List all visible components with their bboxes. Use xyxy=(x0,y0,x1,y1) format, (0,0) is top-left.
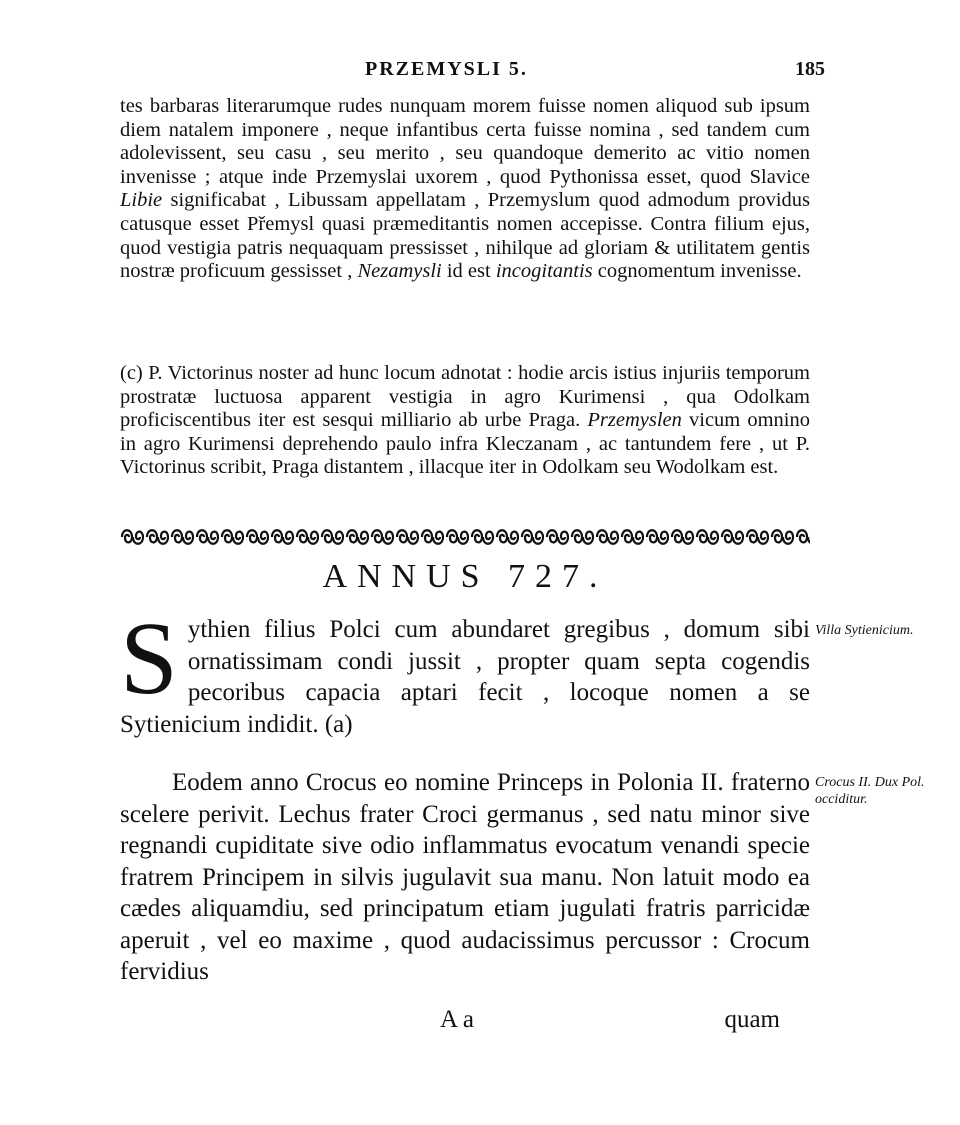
margin-note-villa: Villa Sytienicium. xyxy=(815,623,914,638)
ornament-motif xyxy=(747,530,768,544)
ornament-motif xyxy=(222,530,243,544)
catchword: quam xyxy=(724,1006,780,1033)
page-header xyxy=(120,58,825,86)
note-text-4: cognomentum invenisse. xyxy=(592,260,802,283)
ornament-motif xyxy=(347,530,368,544)
ornament-motif xyxy=(722,530,743,544)
ornament-motif xyxy=(522,530,543,544)
entry-sytien xyxy=(120,601,810,740)
ornament-motif xyxy=(172,530,193,544)
ornament-motif xyxy=(547,530,568,544)
ornament-motif xyxy=(197,530,218,544)
ornament-motif xyxy=(647,530,668,544)
note-term-nezamysli: Nezamysli xyxy=(357,260,442,283)
footnote-continuation xyxy=(120,95,810,284)
ornament-motif xyxy=(147,530,168,544)
ornamental-divider xyxy=(120,524,810,550)
margin-note-crocus: Crocus II. Dux Pol. occiditur. xyxy=(815,775,925,807)
ornament-motif xyxy=(672,530,693,544)
note-term-libie: Libie xyxy=(120,189,163,212)
footnote-c xyxy=(120,362,810,480)
note-c-text-2: vicum omnino in agro Kurimensi deprehendo paulo infra Kleczanam , ac tantundem fere , ut P. Victorinus scribit, Praga distantem , illacque iter in Odolkam seu Wodolkam est. xyxy=(120,409,810,479)
ornament-motif xyxy=(297,530,318,544)
ornament-motif xyxy=(797,530,810,544)
ornament-motif xyxy=(597,530,618,544)
signature-mark: A a xyxy=(440,1006,475,1033)
ornament-motif xyxy=(322,530,343,544)
entry-sytien-text: ythien filius Polci cum abundaret gregibus , domum sibi ornatissimam condi jussit , propter quam septa cogendis pecoribus capacia aptari fecit , locoque nomen a se Sytienicium indidit. (a) xyxy=(120,616,810,738)
entry-crocus: Eodem anno Crocus eo nomine Princeps in Polonia II. fraterno scelere perivit. Lechus frater Croci germanus , sed natu minor sive regnandi cupiditate sive odio inflammatus evocatum venandi specie fratrem Principem in silvis jugulavit sua manu. Non latuit modo ea cædes aliquamdiu, sed principatum etiam jugulati fratris parricidæ aperuit , vel eo maxime , quod audacissimus percussor : Crocum fervidius xyxy=(120,769,810,985)
catchword-line xyxy=(120,1006,810,1038)
ornament-motif xyxy=(572,530,593,544)
ornament-motif xyxy=(447,530,468,544)
ornament-motif xyxy=(497,530,518,544)
note-text-2: significabat , Libussam appellatam , Przemyslum quod admodum providus catusque esset Přemysl quasi præmeditantis nomen accepisse. Contra filium ejus, quod vestigia patris nequaquam pressisset , nihilque ad gloriam & utilitatem gentis nostræ proficuum gessisset , xyxy=(120,189,810,283)
ornament-motif xyxy=(472,530,493,544)
ornament-motif xyxy=(397,530,418,544)
note-text-1: tes barbaras literarumque rudes nunquam morem fuisse nomen aliquod sub ipsum diem natalem imponere , neque infantibus certa fuisse nomina , sed tandem cum adolevissent, seu casu , seu merito , seu quandoque demerito ac vitio nomen invenisse ; atque inde Przemyslai uxorem , quod Pythonissa esset, quod Slavice xyxy=(120,95,810,188)
year-heading: ANNUS 727. xyxy=(322,558,608,595)
ornament-motif xyxy=(697,530,718,544)
ornament-motif xyxy=(272,530,293,544)
ornament-motif xyxy=(772,530,793,544)
running-head: PRZEMYSLI 5. xyxy=(365,58,528,80)
note-term-incogitantis: incogitantis xyxy=(495,260,593,283)
ornament-motif xyxy=(247,530,268,544)
ornament-motif xyxy=(122,530,143,544)
ornament-motif xyxy=(422,530,443,544)
note-c-text-1: (c) P. Victorinus noster ad hunc locum adnotat : hodie arcis istius injuriis temporum prostratæ luctuosa apparent vestigia in agro Kurimensi , qua Odolkam proficiscentibus iter est sesqui milliario ab urbe Praga. xyxy=(120,362,810,432)
ornament-motif xyxy=(372,530,393,544)
note-c-term-przemyslen: Przemyslen xyxy=(587,409,682,432)
drop-cap: S xyxy=(120,601,178,716)
ornament-motif xyxy=(622,530,643,544)
page-number: 185 xyxy=(795,58,825,80)
note-text-3: id est xyxy=(441,260,496,283)
